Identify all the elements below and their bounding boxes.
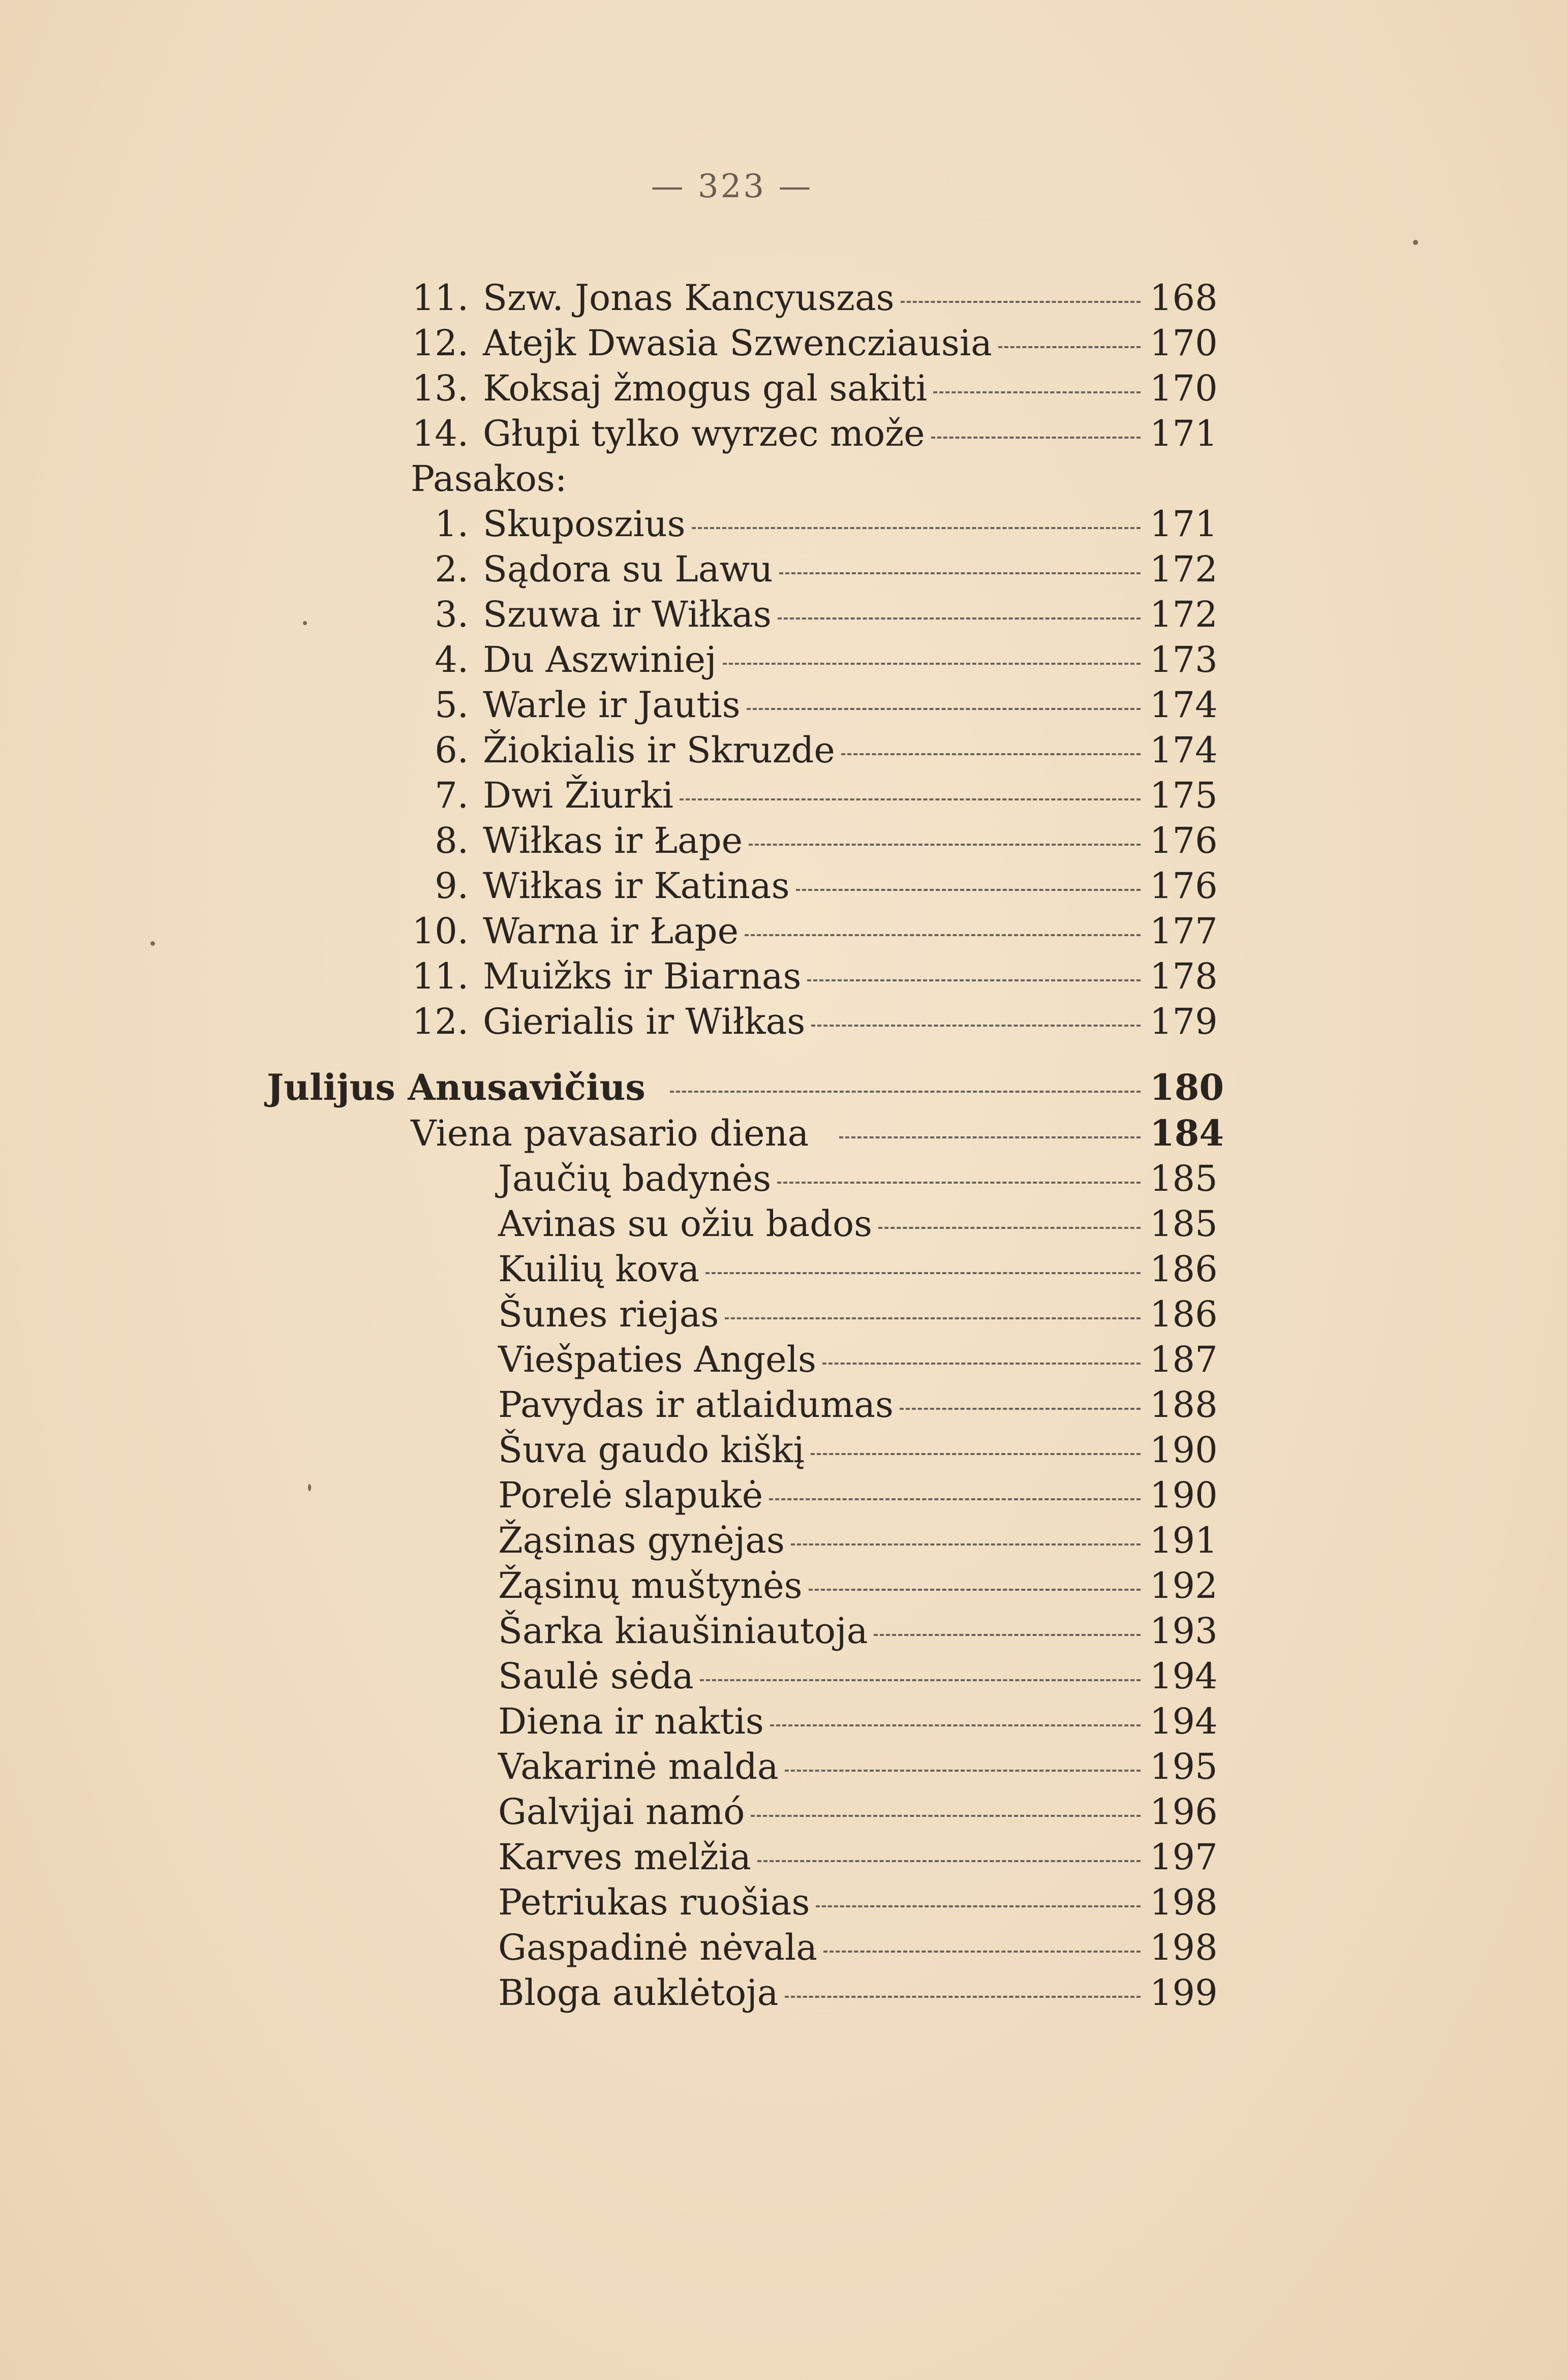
toc-entry (402, 365, 1218, 411)
entry-title: Warna ir Łape (483, 910, 739, 952)
entry-page: 199 (1150, 1972, 1218, 2014)
entry-number: 4. (435, 639, 469, 681)
collection-entry (411, 1110, 1224, 1156)
toc-entry (498, 1518, 1218, 1563)
dot-leader (998, 346, 1141, 348)
page-number: — 323 — (651, 168, 813, 205)
toc-entry (402, 863, 1218, 909)
entry-page: 177 (1150, 910, 1218, 952)
dot-leader (749, 844, 1141, 846)
dot-leader (823, 1951, 1141, 1953)
toc-entry (498, 1744, 1218, 1789)
dot-leader (757, 1860, 1141, 1862)
entry-page: 180 (1150, 1066, 1224, 1108)
entry-title: Petriukas ruošias (498, 1881, 810, 1923)
entry-title: Du Aszwiniej (483, 639, 717, 681)
toc-entry (402, 275, 1218, 321)
entry-page: 190 (1150, 1429, 1218, 1471)
entry-title: Diena ir naktis (498, 1701, 764, 1742)
dot-leader (796, 889, 1141, 891)
entry-page: 170 (1150, 367, 1218, 409)
entry-page: 187 (1150, 1339, 1218, 1380)
entry-title: Gaspadinė nėvala (498, 1927, 817, 1968)
dot-leader (933, 391, 1141, 393)
toc-entry (402, 546, 1218, 592)
dot-leader (747, 708, 1141, 710)
entry-page: 192 (1150, 1565, 1218, 1606)
entry-page: 175 (1150, 775, 1218, 816)
entry-title: Pavydas ir atlaidumas (498, 1384, 894, 1426)
toc-entry (402, 411, 1218, 456)
entry-page: 174 (1150, 729, 1218, 771)
entry-page: 191 (1150, 1520, 1218, 1561)
entry-page: 179 (1150, 1001, 1218, 1042)
dot-leader (841, 753, 1141, 755)
dot-leader (723, 663, 1141, 665)
toc-entry (402, 682, 1218, 728)
entry-title: Sądora su Lawu (483, 548, 773, 590)
entry-page: 194 (1150, 1655, 1218, 1697)
dot-leader (791, 1543, 1141, 1546)
dot-leader (811, 1453, 1141, 1455)
entry-title: Žąsinų muštynės (498, 1565, 803, 1606)
toc-entry (498, 1156, 1218, 1201)
entry-page: 186 (1150, 1293, 1218, 1335)
entry-title: Saulė sėda (498, 1655, 694, 1697)
entry-page: 170 (1150, 322, 1218, 364)
toc-entry (402, 727, 1218, 773)
entry-number: 13. (412, 367, 469, 409)
dot-leader (769, 1498, 1141, 1500)
toc-entry (402, 953, 1218, 999)
entry-page: 185 (1150, 1203, 1218, 1245)
entry-title: Viešpaties Angels (498, 1339, 816, 1380)
entry-page: 172 (1150, 548, 1218, 590)
entry-title: Szuwa ir Wiłkas (483, 594, 772, 635)
entry-title: Głupi tylko wyrzec može (483, 413, 925, 454)
entry-title: Atejk Dwasia Szwencziausia (483, 322, 992, 364)
entry-page: 171 (1150, 503, 1218, 545)
entry-page: 172 (1150, 594, 1218, 635)
toc-entry (498, 1427, 1218, 1473)
entry-title: Muižks ir Biarnas (483, 955, 802, 997)
entry-page: 171 (1150, 413, 1218, 454)
toc-entry (402, 818, 1218, 863)
toc-entry (498, 1789, 1218, 1835)
dot-leader (692, 527, 1141, 529)
entry-page: 194 (1150, 1701, 1218, 1742)
entry-page: 176 (1150, 865, 1218, 907)
author-entry (267, 1065, 1224, 1110)
entry-number: 11. (412, 277, 469, 319)
entry-page: 178 (1150, 955, 1218, 997)
entry-number: 8. (435, 820, 469, 861)
entry-title: Galvijai namó (498, 1791, 745, 1833)
dot-leader (878, 1227, 1141, 1229)
entry-title: Vakarinė malda (498, 1746, 779, 1787)
entry-title: Jaučių badynės (498, 1158, 772, 1199)
entry-page: 195 (1150, 1746, 1218, 1787)
entry-title: Skuposzius (483, 503, 686, 545)
toc-entry (498, 1608, 1218, 1654)
entry-title: Porelė slapukė (498, 1474, 763, 1516)
toc-entry (498, 1337, 1218, 1382)
speck (308, 1484, 311, 1491)
toc-entry (402, 772, 1218, 818)
toc-entry (498, 1970, 1218, 2016)
dot-leader (778, 617, 1141, 620)
dot-leader (839, 1136, 1141, 1138)
toc-entry (498, 1563, 1218, 1609)
dot-leader (745, 934, 1141, 936)
entry-title: Žąsinas gynėjas (498, 1520, 785, 1561)
speck (303, 621, 307, 625)
entry-number: 12. (412, 322, 469, 364)
entry-page: 190 (1150, 1474, 1218, 1516)
dot-leader (901, 301, 1141, 303)
collection-title: Viena pavasario diena (411, 1112, 809, 1154)
dot-leader (900, 1408, 1141, 1410)
entry-page: 185 (1150, 1158, 1218, 1199)
dot-leader (807, 979, 1141, 981)
dot-leader (725, 1317, 1141, 1319)
entry-page: 198 (1150, 1927, 1218, 1968)
entry-number: 7. (435, 775, 469, 816)
entry-page: 186 (1150, 1248, 1218, 1290)
toc-entry (498, 1834, 1218, 1880)
entry-title: Šunes riejas (498, 1293, 719, 1335)
dot-leader (777, 1182, 1141, 1184)
entry-number: 10. (412, 910, 469, 952)
toc-entry (402, 908, 1218, 954)
entry-title: Šarka kiaušiniautoja (498, 1610, 868, 1652)
dot-leader (751, 1815, 1141, 1817)
pasakos-label: Pasakos: (411, 458, 567, 500)
entry-title: Avinas su ožiu bados (498, 1203, 873, 1245)
entry-title: Šuva gaudo kiškį (498, 1429, 805, 1471)
entry-page: 174 (1150, 684, 1218, 726)
entry-page: 176 (1150, 820, 1218, 861)
dot-leader (779, 572, 1141, 574)
toc-entry (402, 999, 1218, 1044)
author-name: Julijus Anusavičius (267, 1066, 646, 1108)
dot-leader (680, 798, 1141, 800)
entry-number: 12. (412, 1001, 469, 1042)
entry-title: Szw. Jonas Kancyuszas (483, 277, 895, 319)
dot-leader (770, 1724, 1141, 1726)
dot-leader (670, 1091, 1141, 1093)
toc-entry (498, 1246, 1218, 1292)
entry-title: Kuilių kova (498, 1248, 700, 1290)
entry-page: 168 (1150, 277, 1218, 319)
speck (1413, 240, 1418, 245)
dot-leader (822, 1363, 1141, 1365)
dot-leader (809, 1589, 1141, 1591)
dot-leader (931, 437, 1141, 439)
entry-number: 9. (435, 865, 469, 907)
entry-title: Karves melžia (498, 1836, 751, 1878)
toc-entry (402, 592, 1218, 637)
toc-entry (498, 1291, 1218, 1337)
entry-title: Koksaj žmogus gal sakiti (483, 367, 928, 409)
toc-entry (498, 1201, 1218, 1247)
entry-page: 173 (1150, 639, 1218, 681)
entry-title: Gierialis ir Wiłkas (483, 1001, 806, 1042)
entry-title: Dwi Žiurki (483, 775, 674, 816)
entry-title: Wiłkas ir Łape (483, 820, 743, 861)
entry-page: 193 (1150, 1610, 1218, 1652)
toc-entry (498, 1382, 1218, 1428)
toc-entry (498, 1472, 1218, 1518)
entry-title: Bloga auklėtoja (498, 1972, 779, 2014)
toc-entry (498, 1653, 1218, 1699)
dot-leader (874, 1634, 1141, 1636)
speck (150, 941, 155, 946)
entry-number: 5. (435, 684, 469, 726)
dot-leader (705, 1272, 1141, 1274)
entry-title: Wiłkas ir Katinas (483, 865, 790, 907)
entry-number: 3. (435, 594, 469, 635)
dot-leader (785, 1770, 1141, 1772)
entry-page: 188 (1150, 1384, 1218, 1426)
entry-number: 2. (435, 548, 469, 590)
toc-entry (498, 1698, 1218, 1744)
toc-entry (402, 501, 1218, 547)
toc-entry (402, 320, 1218, 366)
entry-title: Žiokialis ir Skruzde (483, 729, 835, 771)
entry-page: 184 (1150, 1112, 1224, 1154)
entry-number: 11. (412, 955, 469, 997)
entry-page: 196 (1150, 1791, 1218, 1833)
entry-page: 198 (1150, 1881, 1218, 1923)
entry-number: 6. (435, 729, 469, 771)
entry-title: Warle ir Jautis (483, 684, 741, 726)
toc-entry (498, 1879, 1218, 1925)
toc-entry (498, 1925, 1218, 1970)
entry-number: 14. (412, 413, 469, 454)
dot-leader (816, 1905, 1141, 1907)
entry-number: 1. (435, 503, 469, 545)
dot-leader (811, 1025, 1141, 1027)
dot-leader (700, 1679, 1141, 1681)
dot-leader (785, 1996, 1141, 1998)
entry-page: 197 (1150, 1836, 1218, 1878)
toc-entry (402, 637, 1218, 683)
